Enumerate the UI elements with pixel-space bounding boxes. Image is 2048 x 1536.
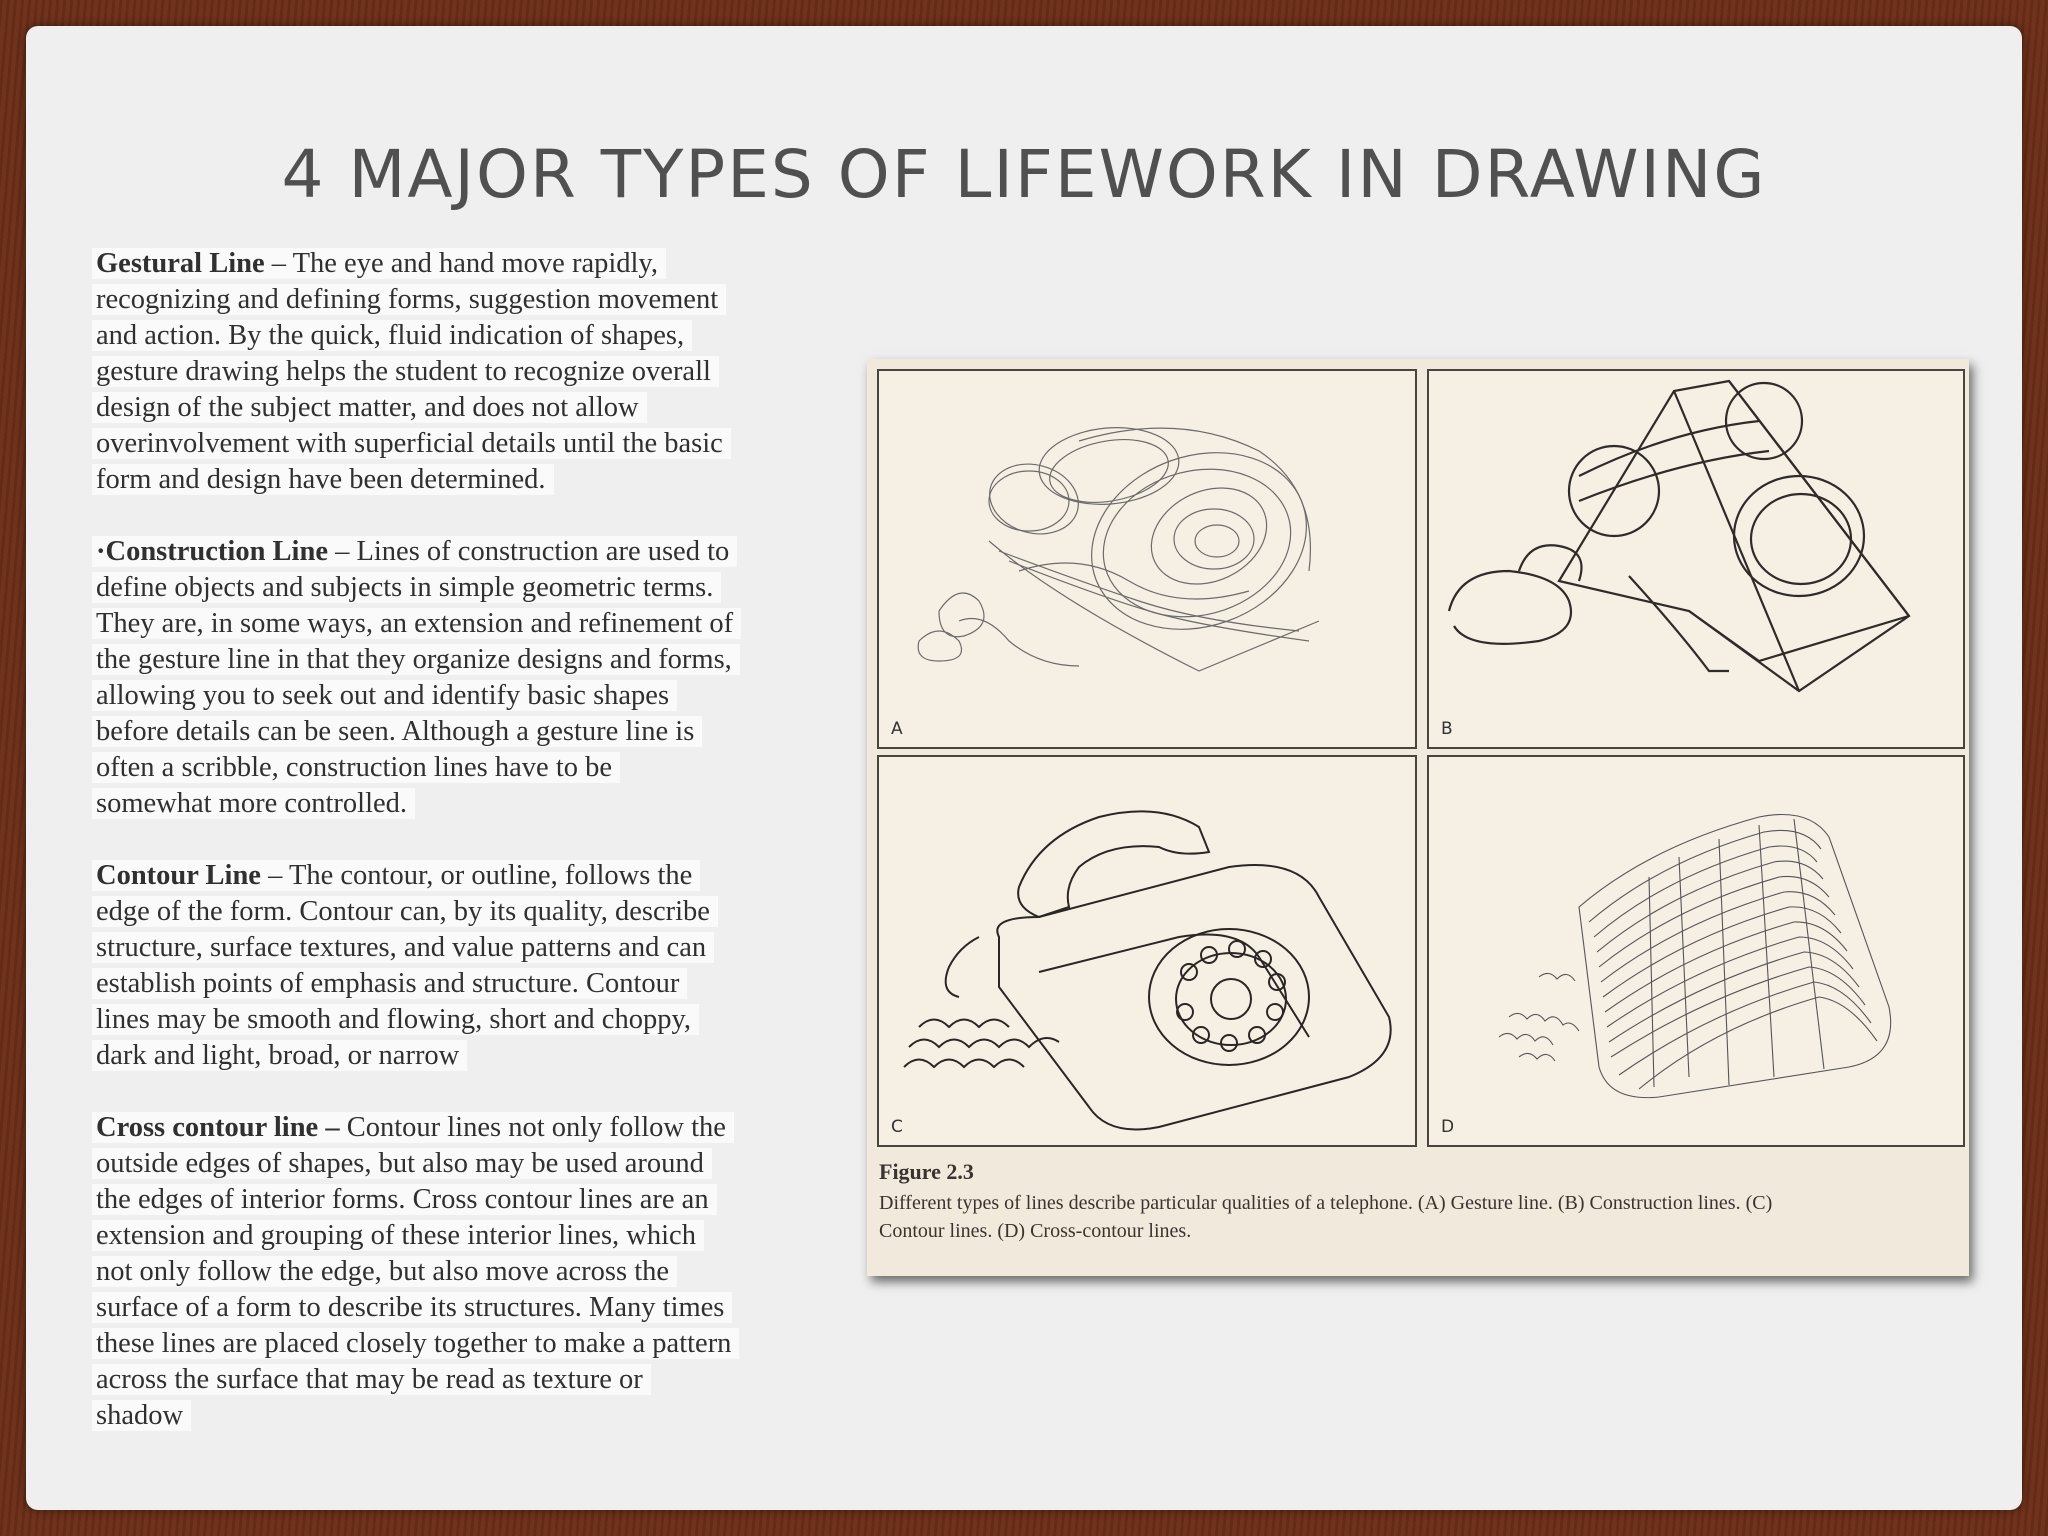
paragraph-line: allowing you to seek out and identify basic shapes — [92, 680, 677, 711]
figure-panel-b — [1427, 369, 1965, 749]
paragraph-line: gesture drawing helps the student to recognize overall — [92, 356, 719, 387]
gesture-telephone-sketch-icon — [879, 371, 1415, 747]
panel-label: B — [1441, 719, 1453, 739]
figure-caption-text: Different types of lines describe particular qualities of a telephone. (A) Gesture line. (B) Construction lines. (C) Contour lines. (D) Cross-contour lines. — [879, 1192, 1773, 1242]
paragraph-gestural-line — [92, 246, 812, 498]
paragraph-line: these lines are placed closely together to make a pattern — [92, 1328, 739, 1359]
paragraph-line: often a scribble, construction lines have to be — [92, 752, 620, 783]
paragraph-line: edge of the form. Contour can, by its quality, describe — [92, 896, 718, 927]
paragraph-line: the edges of interior forms. Cross contour lines are an — [92, 1184, 717, 1215]
paragraph-line: – Lines of construction are used to — [327, 536, 730, 567]
paragraph-line: across the surface that may be read as texture or — [92, 1364, 651, 1395]
paragraph-line: design of the subject matter, and does not allow — [92, 392, 647, 423]
paragraph-line: Contour lines not only follow the — [339, 1112, 726, 1143]
figure-caption — [879, 1159, 1959, 1245]
paragraph-line: and action. By the quick, fluid indication of shapes, — [92, 320, 692, 351]
paragraph-line: lines may be smooth and flowing, short and choppy, — [92, 1004, 699, 1035]
paragraph-line: outside edges of shapes, but also may be used around — [92, 1148, 712, 1179]
term-cross-contour-line: Cross contour line – — [96, 1112, 340, 1143]
term-gestural-line: Gestural Line — [96, 248, 265, 279]
panel-label: C — [891, 1117, 903, 1137]
panel-label: A — [891, 719, 903, 739]
paragraph-line: not only follow the edge, but also move across the — [92, 1256, 677, 1287]
contour-telephone-sketch-icon — [879, 757, 1415, 1145]
paragraph-line: shadow — [92, 1400, 191, 1431]
figure-image — [867, 359, 1969, 1276]
paragraph-line: before details can be seen. Although a gesture line is — [92, 716, 702, 747]
figure-number: Figure 2.3 — [879, 1159, 974, 1184]
paragraph-line: dark and light, broad, or narrow — [92, 1040, 467, 1071]
figure-panel-c — [877, 755, 1417, 1147]
slide-title: 4 MAJOR TYPES OF LIFEWORK IN DRAWING — [281, 136, 1767, 213]
paragraph-contour-line — [92, 858, 812, 1074]
paragraph-line: overinvolvement with superficial details until the basic — [92, 428, 731, 459]
term-contour-line: Contour Line — [96, 860, 261, 891]
paragraph-line: define objects and subjects in simple geometric terms. — [92, 572, 721, 603]
text-column — [92, 246, 812, 1470]
paragraph-line: surface of a form to describe its structures. Many times — [92, 1292, 732, 1323]
paragraph-line: extension and grouping of these interior lines, which — [92, 1220, 704, 1251]
paragraph-line: recognizing and defining forms, suggestion movement — [92, 284, 726, 315]
paragraph-line: – The contour, or outline, follows the — [260, 860, 693, 891]
construction-telephone-sketch-icon — [1429, 371, 1963, 747]
paragraph-line: form and design have been determined. — [92, 464, 554, 495]
slide — [26, 26, 2022, 1510]
figure-panel-d — [1427, 755, 1965, 1147]
paragraph-line: structure, surface textures, and value patterns and can — [92, 932, 714, 963]
term-construction-line: ·Construction Line — [96, 536, 328, 567]
paragraph-line: They are, in some ways, an extension and refinement of — [92, 608, 741, 639]
paragraph-line: the gesture line in that they organize designs and forms, — [92, 644, 740, 675]
paragraph-line: – The eye and hand move rapidly, — [264, 248, 658, 279]
paragraph-line: somewhat more controlled. — [92, 788, 415, 819]
panel-label: D — [1441, 1117, 1455, 1137]
cross-contour-telephone-sketch-icon — [1429, 757, 1963, 1145]
paragraph-cross-contour-line — [92, 1110, 812, 1434]
paragraph-construction-line — [92, 534, 812, 822]
figure-panel-a — [877, 369, 1417, 749]
paragraph-line: establish points of emphasis and structure. Contour — [92, 968, 687, 999]
